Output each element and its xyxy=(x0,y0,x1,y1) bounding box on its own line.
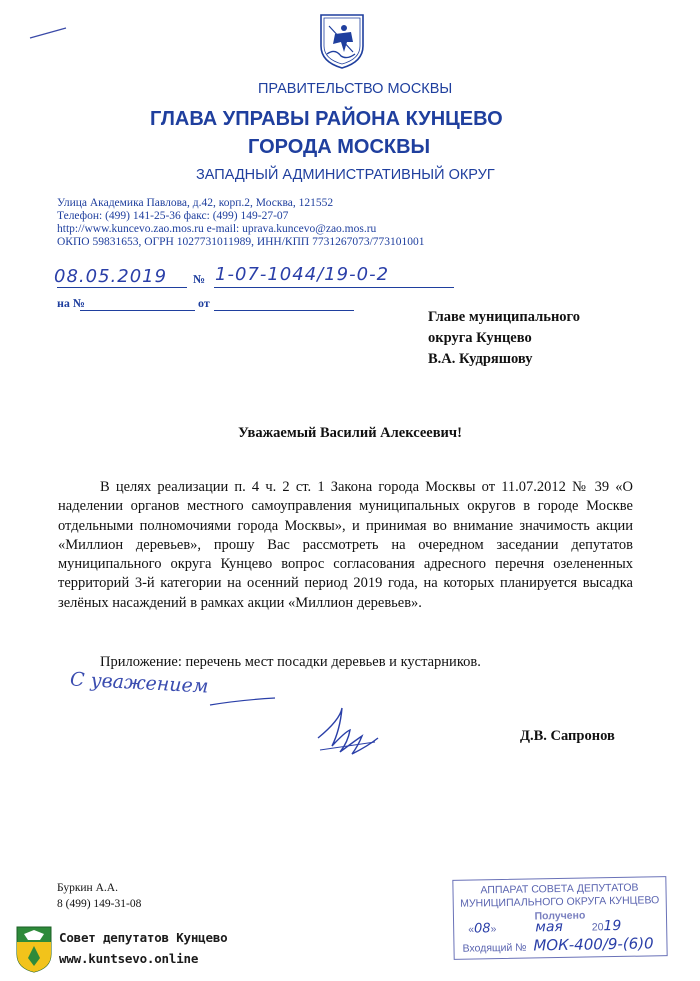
addressee-line-1: Главе муниципального xyxy=(428,309,581,325)
stamp-line-1: АППАРАТ СОВЕТА ДЕПУТАТОВ xyxy=(480,881,639,897)
scan-mark xyxy=(28,22,68,42)
registration-ids-line: ОКПО 59831653, ОГРН 1027731011989, ИНН/КПП 7731267073/773101001 xyxy=(57,236,425,248)
stamp-year-prefix: 20 xyxy=(591,921,604,934)
incoming-stamp xyxy=(452,876,667,960)
phone-line: Телефон: (499) 141-25-36 факс: (499) 149-27-07 xyxy=(57,210,289,222)
addressee-line-2: округа Кунцево xyxy=(428,330,532,346)
council-logo-icon xyxy=(14,924,54,974)
handwritten-closing: С уважением xyxy=(69,668,210,698)
watermark-title: Совет депутатов Кунцево xyxy=(59,930,228,945)
stamp-day: 08 xyxy=(473,921,491,937)
stamp-incoming-row xyxy=(462,934,653,955)
stamp-incoming-number: МОК-400/9-(6)0 xyxy=(533,934,654,955)
handwritten-date: 08.05.2019 xyxy=(54,266,168,287)
organization-title-city: ГОРОДА МОСКВЫ xyxy=(248,136,431,158)
executor-name: Буркин А.А. xyxy=(57,882,118,894)
executor-block xyxy=(57,880,141,912)
attachment-note: Приложение: перечень мест посадки деревьев и кустарников. xyxy=(100,654,481,670)
addressee-block xyxy=(428,307,580,370)
signer-name: Д.В. Сапронов xyxy=(520,728,615,744)
addressee-line-3: В.А. Кудряшову xyxy=(428,351,533,367)
web-email-line: http://www.kuncevo.zao.mos.ru e-mail: uprava.kuncevo@zao.mos.ru xyxy=(57,223,377,235)
letter-body: В целях реализации п. 4 ч. 2 ст. 1 Закона города Москвы от 11.07.2012 № 39 «О наделении органов местного самоуправления муниципальных округов в городе Москве отдельными полномочиями города Москвы», и принимая во внимание значимость акции «Миллион деревьев», прошу Вас рассмотреть на очередном заседании депутатов муниципального округа Кунцево вопрос согласования адресного перечня озелененных территорий 3-й категории на осенний период 2019 года, на которых планируется высадка зелёных насаждений в рамках акции «Миллион деревьев». xyxy=(58,479,633,611)
executor-phone: 8 (499) 149-31-08 xyxy=(57,898,142,910)
stamp-line-2: МУНИЦИПАЛЬНОГО ОКРУГА КУНЦЕВО xyxy=(460,894,660,910)
reference-number-label: на № xyxy=(57,296,85,310)
stamp-date-row: «08» мая 2019 xyxy=(468,917,622,937)
government-label: ПРАВИТЕЛЬСТВО МОСКВЫ xyxy=(258,81,453,97)
stamp-year: 19 xyxy=(603,917,622,935)
stamp-incoming-label: Входящий № xyxy=(462,941,527,955)
stamp-month: мая xyxy=(535,918,564,936)
number-label: № xyxy=(193,272,206,286)
signature-image xyxy=(200,680,400,780)
organization-title: ГЛАВА УПРАВЫ РАЙОНА КУНЦЕВО xyxy=(150,108,503,130)
watermark-url: www.kuntsevo.online xyxy=(59,951,199,966)
moscow-coat-of-arms-icon xyxy=(317,12,367,70)
stamp-received: Получено xyxy=(534,909,586,923)
greeting: Уважаемый Василий Алексеевич! xyxy=(238,425,462,441)
district-label: ЗАПАДНЫЙ АДМИНИСТРАТИВНЫЙ ОКРУГ xyxy=(196,167,495,183)
reference-date-label: от xyxy=(198,296,210,310)
address-line: Улица Академика Павлова, д.42, корп.2, Москва, 121552 xyxy=(57,197,334,209)
handwritten-outgoing-number: 1-07-1044/19-0-2 xyxy=(215,264,390,285)
